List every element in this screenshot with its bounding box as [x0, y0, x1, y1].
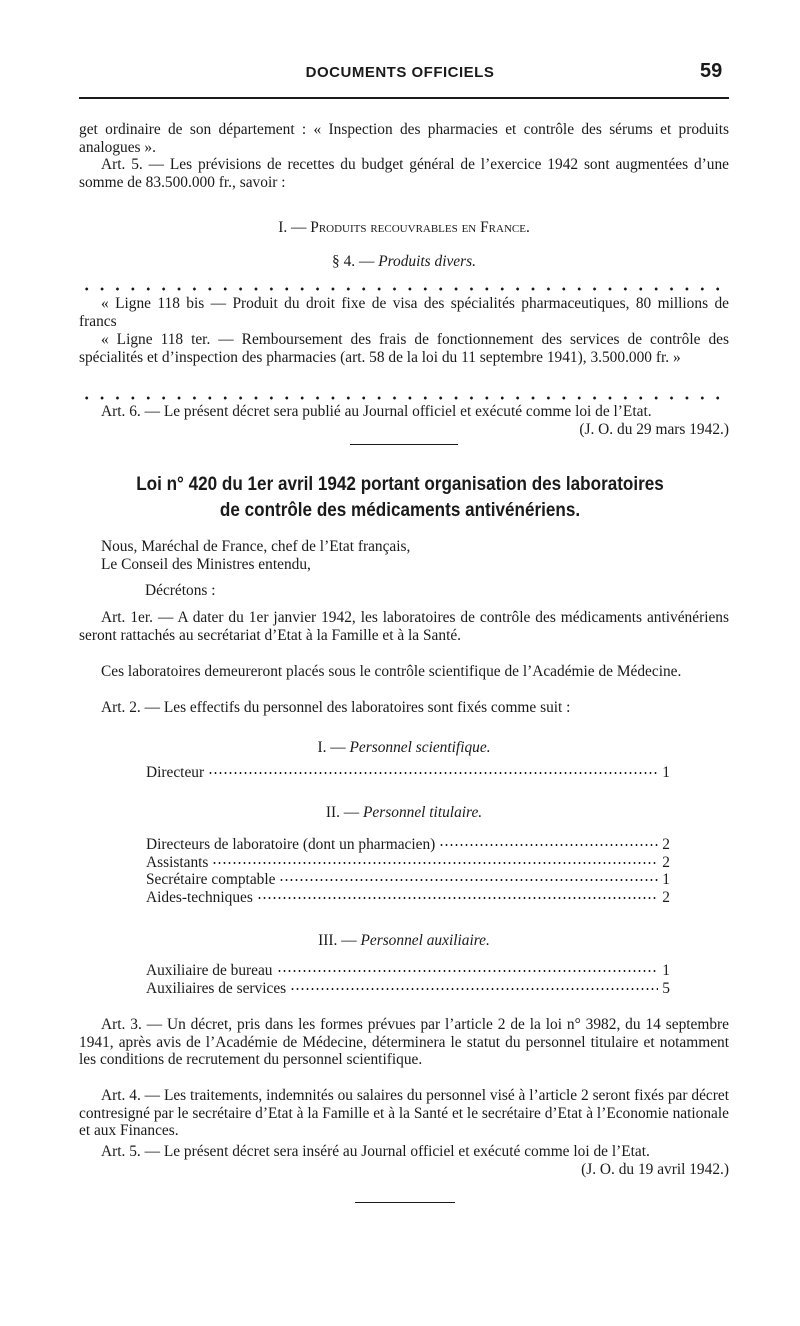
staff-heading-prefix: II. —	[325, 804, 364, 821]
staff-row	[146, 836, 670, 854]
dot-leader	[290, 988, 658, 990]
staff-row-count: 2	[662, 888, 670, 906]
law-title-line2: de contrôle des médicaments antivénériens.	[219, 500, 581, 521]
staff-row-count: 2	[662, 853, 670, 871]
preamble-line1: Nous, Maréchal de France, chef de l’Etat français,	[101, 538, 411, 555]
staff-heading-titulaire	[79, 804, 729, 822]
staff-row-count: 1	[662, 764, 670, 781]
closing-rule	[355, 1202, 455, 1203]
section-heading-prefix: I. —	[278, 219, 311, 236]
paragraph-art1: Art. 1er. — A dater du 1er janvier 1942, les laboratoires de contrôle des médicaments antivénériens seront rattachés au secrétariat d’Etat à la Famille et à la Santé.	[79, 609, 729, 644]
section-heading-text: Produits recouvrables en France.	[310, 219, 530, 236]
separator-rule	[350, 444, 458, 445]
staff-row-count: 1	[662, 962, 670, 979]
staff-list-scientifique	[146, 764, 670, 782]
staff-row	[146, 871, 670, 889]
page-number: 59	[700, 60, 723, 82]
preamble-line2: Le Conseil des Ministres entendu,	[101, 556, 311, 573]
section-heading-produits	[79, 219, 729, 237]
staff-list-auxiliaire	[146, 962, 670, 997]
paragraph-art5-law	[79, 1143, 729, 1178]
staff-row-label: Auxiliaires de services	[146, 979, 287, 997]
law-title-line1: Loi n° 420 du 1er avril 1942 portant organisation des laboratoires	[136, 474, 664, 495]
staff-row-count: 5	[662, 979, 670, 997]
staff-row	[146, 962, 670, 980]
paragraph-ligne-118-bis: « Ligne 118 bis — Produit du droit fixe de visa des spécialités pharmaceutiques, 80 millions de francs	[79, 295, 729, 330]
dot-leader	[208, 772, 658, 774]
staff-row-label: Assistants	[146, 853, 209, 871]
sub-heading-text: Produits divers.	[378, 253, 476, 270]
ellipsis-dotted-line	[79, 287, 729, 291]
staff-heading-text: Personnel auxiliaire.	[360, 932, 490, 949]
staff-row-label: Auxiliaire de bureau	[146, 962, 273, 979]
paragraph-ligne-118-ter: « Ligne 118 ter. — Remboursement des frais de fonctionnement des services de contrôle des spécialités et d’inspection des pharmacies (art. 58 de la loi du 11 septembre 1941), 3.500.000 fr. »	[79, 331, 729, 366]
paragraph-art3: Art. 3. — Un décret, pris dans les formes prévues par l’article 2 de la loi n° 3982, du 14 septembre 1941, après avis de l’Académie de Médecine, déterminera le statut du personnel titulaire et notamment les conditions de recrutement du personnel scientifique.	[79, 1016, 729, 1069]
paragraph-art4: Art. 4. — Les traitements, indemnités ou salaires du personnel visé à l’article 2 seront fixés par décret contresigné par le secrétaire d’Etat à la Famille et à la Santé et le secrétaire d’Etat à l’Economie nationale et aux Finances.	[79, 1087, 729, 1140]
art6-text: Art. 6. — Le présent décret sera publié au Journal officiel et exécuté comme loi de l’Etat.	[101, 403, 652, 420]
staff-row-label: Directeurs de laboratoire (dont un pharmacien)	[146, 836, 436, 853]
law-title	[94, 472, 706, 524]
staff-heading-prefix: III. —	[318, 932, 361, 949]
staff-row-count: 2	[662, 836, 670, 853]
dot-leader	[257, 897, 658, 899]
art5-text: Art. 5. — Le présent décret sera inséré au Journal officiel et exécuté comme loi de l’Etat.	[101, 1143, 650, 1160]
running-header-title: DOCUMENTS OFFICIELS	[305, 64, 495, 81]
paragraph-art2: Art. 2. — Les effectifs du personnel des laboratoires sont fixés comme suit :	[101, 699, 571, 716]
staff-heading-scientifique	[79, 739, 729, 757]
staff-row	[146, 980, 670, 998]
ellipsis-dotted-line	[79, 396, 729, 400]
staff-heading-prefix: I. —	[317, 739, 350, 756]
dot-leader	[279, 879, 658, 881]
staff-heading-text: Personnel scientifique.	[349, 739, 491, 756]
dot-leader	[212, 862, 658, 864]
dot-leader	[277, 970, 659, 972]
staff-row-label: Directeur	[146, 764, 205, 781]
sub-heading-produits-divers	[79, 253, 729, 271]
staff-row	[146, 889, 670, 907]
art6-source: (J. O. du 29 mars 1942.)	[579, 420, 729, 438]
decretons-label: Décrétons :	[145, 582, 216, 599]
staff-row-label: Secrétaire comptable	[146, 871, 276, 889]
staff-row-label: Aides-techniques	[146, 888, 253, 906]
staff-list-titulaire	[146, 836, 670, 906]
sub-heading-prefix: § 4. —	[332, 253, 379, 270]
dot-leader	[439, 844, 658, 846]
paragraph-art6	[79, 403, 729, 438]
paragraph-art5-decree: Art. 5. — Les prévisions de recettes du budget général de l’exercice 1942 sont augmentées d’une somme de 83.500.000 fr., savoir :	[79, 156, 729, 191]
staff-row	[146, 764, 670, 782]
staff-heading-auxiliaire	[79, 932, 729, 950]
staff-heading-text: Personnel titulaire.	[363, 804, 483, 821]
staff-row	[146, 854, 670, 872]
staff-row-count: 1	[662, 871, 670, 889]
paragraph-art1-continued: Ces laboratoires demeureront placés sous le contrôle scientifique de l’Académie de Médecine.	[101, 663, 682, 680]
paragraph-budget-continuation: get ordinaire de son département : « Inspection des pharmacies et contrôle des sérums et produits analogues ».	[79, 121, 729, 156]
header-rule	[79, 97, 729, 99]
art5-source: (J. O. du 19 avril 1942.)	[581, 1160, 729, 1178]
